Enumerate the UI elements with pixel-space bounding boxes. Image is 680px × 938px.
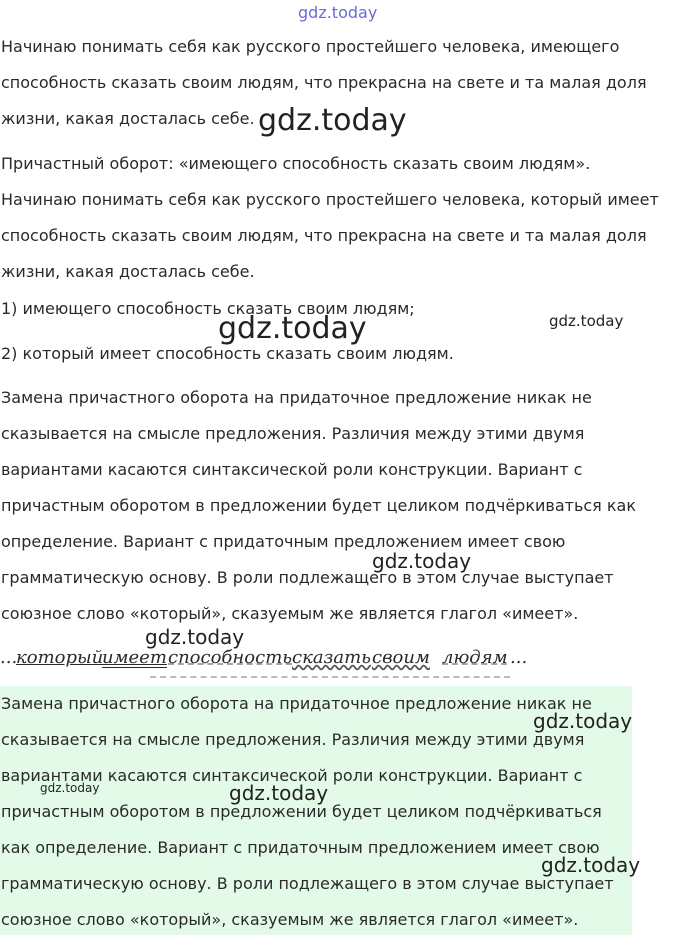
object-word: способность xyxy=(168,647,293,668)
watermark: gdz.today xyxy=(533,709,633,733)
text-line: грамматическую основу. В роли подлежащего в этом случае выступает xyxy=(1,874,614,893)
watermark: gdz.today xyxy=(549,312,624,330)
text-line: как определение. Вариант с придаточным предложением имеет свою xyxy=(1,838,600,857)
text-line: союзное слово «который», сказуемым же является глагол «имеет». xyxy=(1,604,579,623)
sentence-parse-schema xyxy=(0,643,670,679)
paragraph-participle-phrase xyxy=(1,146,671,182)
subject-word: который xyxy=(16,647,104,668)
text-line: Причастный оборот: «имеющего способность сказать своим людям». xyxy=(1,154,591,173)
text-line: вариантами касаются синтаксической роли конструкции. Вариант с xyxy=(1,766,583,785)
text-line: Замена причастного оборота на придаточное предложение никак не xyxy=(1,694,592,713)
paragraph-explanation xyxy=(1,380,671,632)
text-line: жизни, какая досталась себе. xyxy=(1,109,255,128)
watermark: gdz.today xyxy=(145,625,245,649)
text-line: 1) имеющего способность сказать своим людям; xyxy=(1,299,415,318)
text-line: Начинаю понимать себя как русского простейшего человека, имеющего xyxy=(1,37,620,56)
paragraph-rewritten xyxy=(1,182,671,290)
text-line: вариантами касаются синтаксической роли конструкции. Вариант с xyxy=(1,460,583,479)
text-line: Замена причастного оборота на придаточное предложение никак не xyxy=(1,388,592,407)
text-line: союзное слово «который», сказуемым же является глагол «имеет». xyxy=(1,910,579,929)
text-line: грамматическую основу. В роли подлежащего в этом случае выступает xyxy=(1,568,614,587)
attribute-word-2: своим xyxy=(372,647,430,668)
watermark: gdz.today xyxy=(218,311,367,346)
text-line: причастным оборотом в предложении будет целиком подчёркиваться xyxy=(1,802,602,821)
watermark: gdz.today xyxy=(258,103,407,138)
predicate-word: имеет xyxy=(102,647,167,668)
text-line: жизни, какая досталась себе. xyxy=(1,262,255,281)
text-line: сказывается на смысле предложения. Различия между этими двумя xyxy=(1,424,585,443)
text-line: Начинаю понимать себя как русского простейшего человека, который имеет xyxy=(1,190,659,209)
object-word-2: людям xyxy=(442,647,508,668)
watermark: gdz.today xyxy=(229,781,329,805)
text-line: сказывается на смысле предложения. Различия между этими двумя xyxy=(1,730,585,749)
attribute-word: сказать xyxy=(292,647,371,668)
ellipsis-start: ... xyxy=(0,647,18,668)
text-line: определение. Вариант с придаточным предложением имеет свою xyxy=(1,532,566,551)
watermark-top: gdz.today xyxy=(298,3,378,22)
schema-dashed-underline xyxy=(150,676,510,678)
watermark: gdz.today xyxy=(40,781,100,795)
text-line: 2) который имеет способность сказать своим людям. xyxy=(1,344,454,363)
text-line: причастным оборотом в предложении будет целиком подчёркиваться как xyxy=(1,496,637,515)
watermark: gdz.today xyxy=(541,853,641,877)
text-line: способность сказать своим людям, что прекрасна на свете и та малая доля xyxy=(1,226,647,245)
watermark: gdz.today xyxy=(372,549,472,573)
text-line: способность сказать своим людям, что прекрасна на свете и та малая доля xyxy=(1,73,647,92)
ellipsis-end: ... xyxy=(510,647,528,668)
